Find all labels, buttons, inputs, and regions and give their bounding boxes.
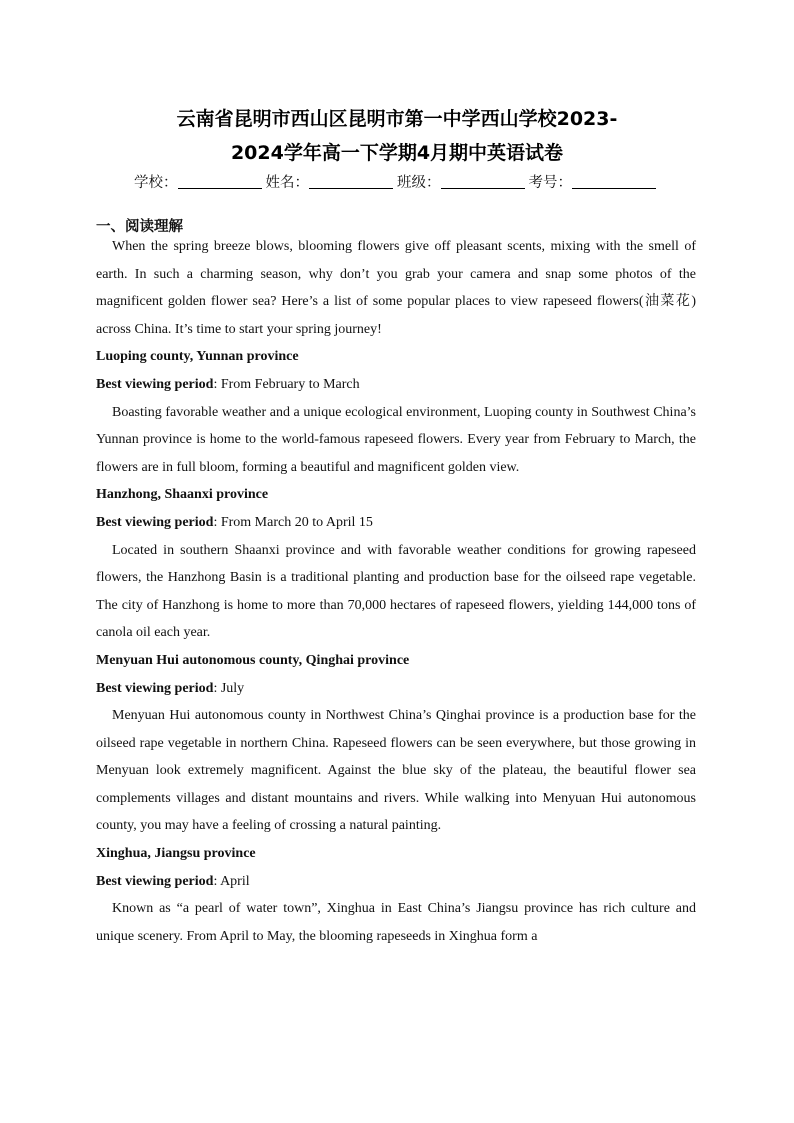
- period-label: Best viewing period: [96, 376, 214, 392]
- place-paragraph: Known as “a pearl of water town”, Xinghua in East China’s Jiangsu province has rich culture and unique scenery. From April to May, the blooming rapeseeds in Xinghua form a: [96, 901, 696, 944]
- place-heading: Hanzhong, Shaanxi province: [96, 487, 269, 503]
- viewing-period: [96, 371, 696, 399]
- period-value: : From February to March: [213, 376, 360, 392]
- school-label: 学校：: [134, 175, 178, 191]
- student-info-row: [0, 171, 794, 192]
- place-heading: Xinghua, Jiangsu province: [96, 846, 256, 862]
- class-label: 班级：: [397, 175, 441, 191]
- exam-title-line-1: 云南省昆明市西山区昆明市第一中学西山学校2023-: [176, 108, 618, 130]
- name-blank[interactable]: [309, 174, 393, 189]
- exam-title-line-2: 2024学年高一下学期4月期中英语试卷: [230, 142, 564, 164]
- exam-number-blank[interactable]: [572, 174, 656, 189]
- class-blank[interactable]: [441, 174, 525, 189]
- intro-paragraph: When the spring breeze blows, blooming flowers give off pleasant scents, mixing with the smell of earth. In such a charming season, why don’t you grab your camera and snap some photos of the magnificent golden flower sea? Here’s a list of some popular places to view rapeseed flowers(油菜花) across China. It’s time to start your spring journey!: [96, 239, 696, 337]
- place-paragraph: Menyuan Hui autonomous county in Northwest China’s Qinghai province is a production base for the oilseed rape vegetable in northern China. Rapeseed flowers can be seen everywhere, but those growing in Menyuan look extremely magnificent. Against the blue sky of the plateau, the beautiful flower sea complements villages and distant mountains and rivers. While walking into Menyuan Hui autonomous county, you may have a feeling of crossing a natural painting.: [96, 708, 696, 834]
- place-heading: Luoping county, Yunnan province: [96, 349, 299, 365]
- viewing-period: [96, 868, 696, 896]
- period-label: Best viewing period: [96, 514, 214, 530]
- viewing-period: [96, 675, 696, 703]
- place-paragraph: Located in southern Shaanxi province and with favorable weather conditions for growing rapeseed flowers, the Hanzhong Basin is a traditional planting and production base for the oilseed rape vegetable. The city of Hanzhong is home to more than 70,000 hectares of rapeseed flowers, yielding 144,000 tons of canola oil each year.: [96, 542, 696, 641]
- name-label: 姓名：: [265, 175, 309, 191]
- viewing-period: [96, 509, 696, 537]
- period-value: : July: [213, 680, 245, 696]
- place-heading: Menyuan Hui autonomous county, Qinghai province: [96, 652, 410, 668]
- section-title: 一、阅读理解: [96, 219, 183, 235]
- reading-passage: [96, 233, 696, 950]
- period-value: : From March 20 to April 15: [213, 514, 373, 530]
- place-paragraph: Boasting favorable weather and a unique ecological environment, Luoping county in Southwest China’s Yunnan province is home to the world-famous rapeseed flowers. Every year from February to March, the flowers are in full bloom, forming a beautiful and magnificent golden view.: [96, 404, 696, 475]
- exam-number-label: 考号：: [528, 175, 572, 191]
- period-label: Best viewing period: [96, 873, 214, 889]
- period-value: : April: [213, 873, 250, 889]
- school-blank[interactable]: [178, 174, 262, 189]
- period-label: Best viewing period: [96, 680, 214, 696]
